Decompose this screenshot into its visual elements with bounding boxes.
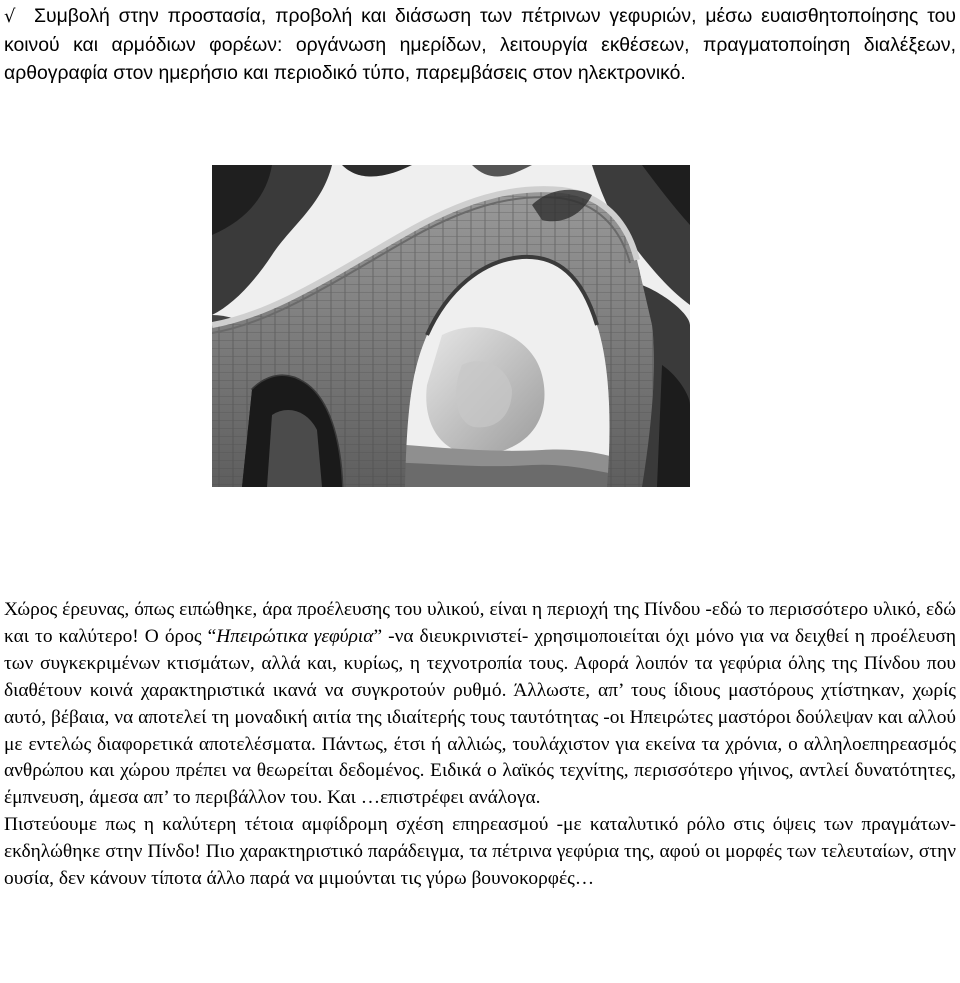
paragraph1-part2: ” -να διευκρινιστεί- χρησιμοποιείται όχι μόνο για να δειχθεί η προέλευση των συγκεκριμένων κτισμάτων, αλλά και, κυρίως, η τεχνοτροπία τους. Αφορά λοιπόν τα γεφύρια όλης της Πίνδου που διαθέτουν κοινά χαρακτηριστικά ικανά να συγκροτούν ρυθμό. Άλλωστε, απ’ τους ίδιους μαστόρους χτίστηκαν, χωρίς αυτό, βέβαια, να αποτελεί τη μοναδική αιτία της ιδιαίτερής τους ταυτότητας -οι Ηπειρώτες μαστόροι δούλεψαν και αλλού με εντελώς διαφορετικά αποτελέσματα. Πάντως, έτσι ή αλλιώς, τουλάχιστον για εκείνα τα χρόνια, ο αλληλοεπηρεασμός ανθρώπου και χώρου πρέπει να θεωρείται δεδομένος. Ειδικά ο λαϊκός τεχνίτης, περισσότερο γήινος, αντλεί δυνατότητες, έμπνευση, άμεσα απ’ το περιβάλλον του. Και …επιστρέφει ανάλογα. xyxy=(4,625,957,809)
check-mark-icon: √ xyxy=(4,6,16,27)
paragraph1-italic-term: Ηπειρώτικα γεφύρια xyxy=(216,625,374,647)
paragraph2-text: Πιστεύουμε πως η καλύτερη τέτοια αμφίδρομη σχέση επηρεασμού -με καταλυτικό ρόλο στις όψεις των πραγμάτων- εκδηλώθηκε στην Πίνδο! Πιο χαρακτηριστικό παράδειγμα, τα πέτρινα γεφύρια της, αφού οι μορφές των τελευταίων, στην ουσία, δεν κάνουν τίποτα άλλο παρά να μιμούνται τις γύρω βουνοκορφές… xyxy=(4,814,956,890)
paragraph-pindos-relation xyxy=(4,812,956,893)
paragraph1-part1: Χώρος έρευνας, όπως ειπώθηκε, άρα προέλευσης του υλικού, είναι η περιοχή της Πίνδου -εδώ το περισσότερο υλικό, εδώ και το καλύτερο! Ο όρος “ xyxy=(4,599,956,647)
main-text xyxy=(4,597,956,893)
stone-arch-bridge-illustration xyxy=(212,165,690,487)
paragraph-research-area xyxy=(4,597,956,812)
bullet-paragraph xyxy=(4,2,956,87)
bullet-text: Συμβολή στην προστασία, προβολή και διάσωση των πέτρινων γεφυριών, μέσω ευαισθητοποίησης του κοινού και αρμόδιων φορέων: οργάνωση ημερίδων, λειτουργία εκθέσεων, πραγματοποίηση διαλέξεων, αρθογραφία στον ημερήσιο και περιοδικό τύπο, παρεμβάσεις στον ηλεκτρονικό. xyxy=(4,5,956,84)
bridge-photo xyxy=(212,165,690,487)
